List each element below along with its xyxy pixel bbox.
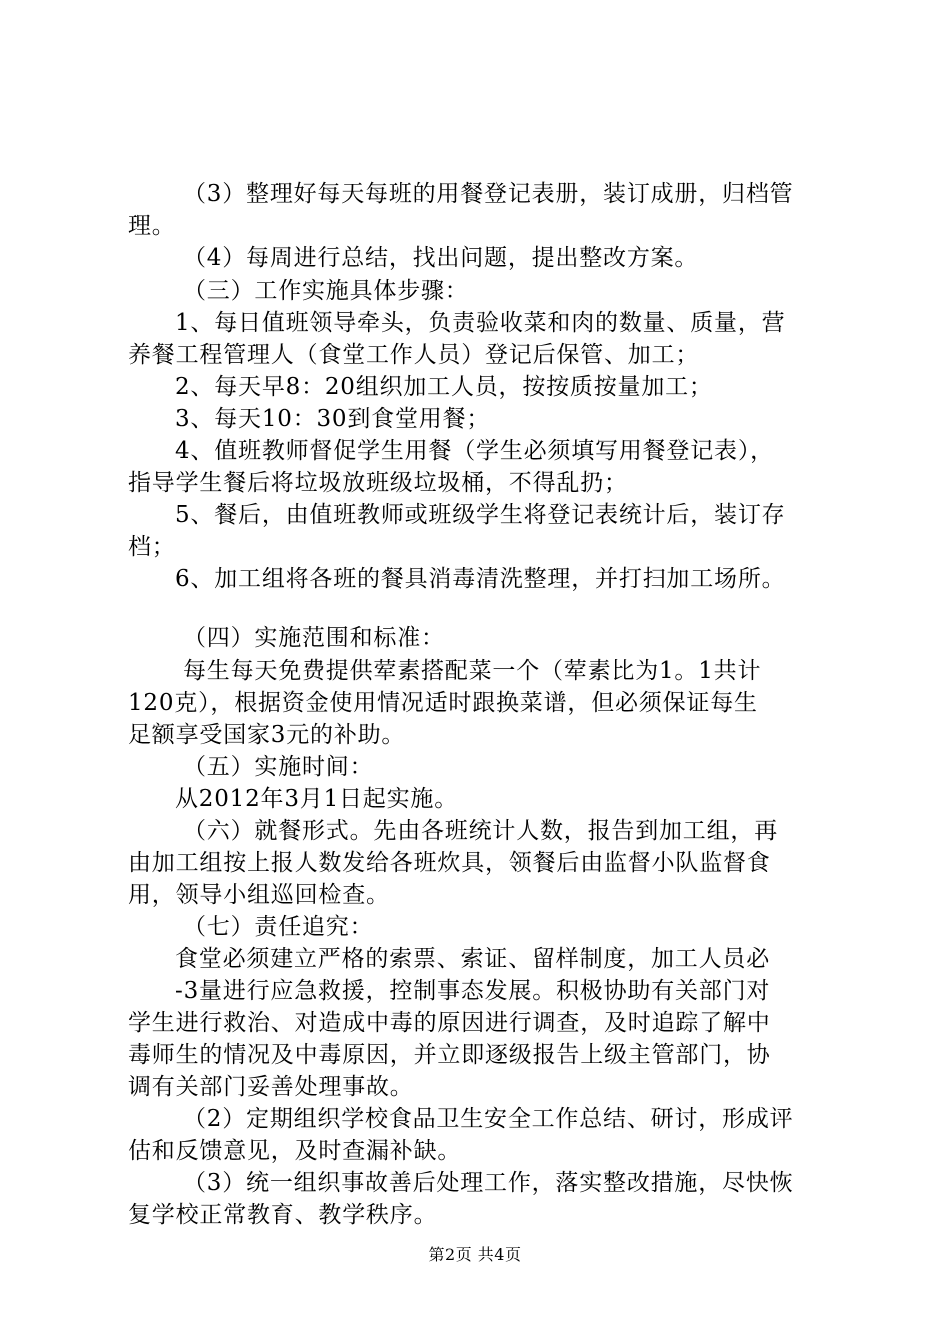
text-line-7: 2、每天早8：20组织加工人员，按按质按量加工； — [175, 374, 713, 400]
text-line-17: 足额享受国家3元的补助。 — [128, 722, 406, 748]
text-line-27: 毒师生的情况及中毒原因，并立即逐级报告上级主管部门，协 — [128, 1042, 771, 1068]
text-line-3: （4）每周进行总结，找出问题，提出整改方案。 — [183, 245, 699, 271]
text-line-20: （六）就餐形式。先由各班统计人数，报告到加工组，再 — [183, 818, 778, 844]
text-line-8: 3、每天10：30到食堂用餐； — [175, 406, 491, 432]
text-line-9: 4、值班教师督促学生用餐（学生必须填写用餐登记表）， — [175, 438, 774, 464]
text-line-30: 估和反馈意见，及时查漏补缺。 — [128, 1138, 462, 1164]
text-line-28: 调有关部门妥善处理事故。 — [128, 1074, 414, 1100]
text-line-19: 从2012年3月1日起实施。 — [175, 786, 458, 812]
text-line-15: 每生每天免费提供荤素搭配菜一个（荤素比为1。1共计 — [183, 658, 762, 684]
text-line-31: （3）统一组织事故善后处理工作，落实整改措施，尽快恢 — [183, 1170, 794, 1196]
text-line-4: （三）工作实施具体步骤： — [183, 278, 469, 304]
text-line-29: （2）定期组织学校食品卫生安全工作总结、研讨，形成评 — [183, 1106, 794, 1132]
text-line-16: 120克），根据资金使用情况适时跟换菜谱，但必须保证每生 — [128, 690, 758, 716]
text-line-11: 5、餐后，由值班教师或班级学生将登记表统计后，装订存 — [175, 502, 786, 528]
text-line-13: 6、加工组将各班的餐具消毒清洗整理，并打扫加工场所。 — [175, 566, 786, 592]
text-line-6: 养餐工程管理人（食堂工作人员）登记后保管、加工； — [128, 342, 700, 368]
text-line-23: （七）责任追究： — [183, 914, 374, 940]
text-line-26: 学生进行救治、对造成中毒的原因进行调查，及时追踪了解中 — [128, 1010, 771, 1036]
text-line-14: （四）实施范围和标准： — [183, 625, 445, 651]
text-line-1: （3）整理好每天每班的用餐登记表册，装订成册，归档管 — [183, 181, 794, 207]
text-line-25: -3量进行应急救援，控制事态发展。积极协助有关部门对 — [175, 978, 771, 1004]
text-line-5: 1、每日值班领导牵头，负责验收菜和肉的数量、质量，营 — [175, 310, 786, 336]
text-line-22: 用，领导小组巡回检查。 — [128, 882, 390, 908]
text-line-24: 食堂必须建立严格的索票、索证、留样制度，加工人员必 — [175, 946, 770, 972]
text-line-21: 由加工组按上报人数发给各班炊具，领餐后由监督小队监督食 — [128, 850, 771, 876]
text-line-2: 理。 — [128, 213, 176, 239]
text-line-10: 指导学生餐后将垃圾放班级垃圾桶，不得乱扔； — [128, 470, 628, 496]
text-line-12: 档； — [128, 534, 176, 560]
page-number-footer: 第2页 共4页 — [428, 1245, 522, 1264]
text-line-18: （五）实施时间： — [183, 754, 374, 780]
text-line-32: 复学校正常教育、教学秩序。 — [128, 1202, 438, 1228]
